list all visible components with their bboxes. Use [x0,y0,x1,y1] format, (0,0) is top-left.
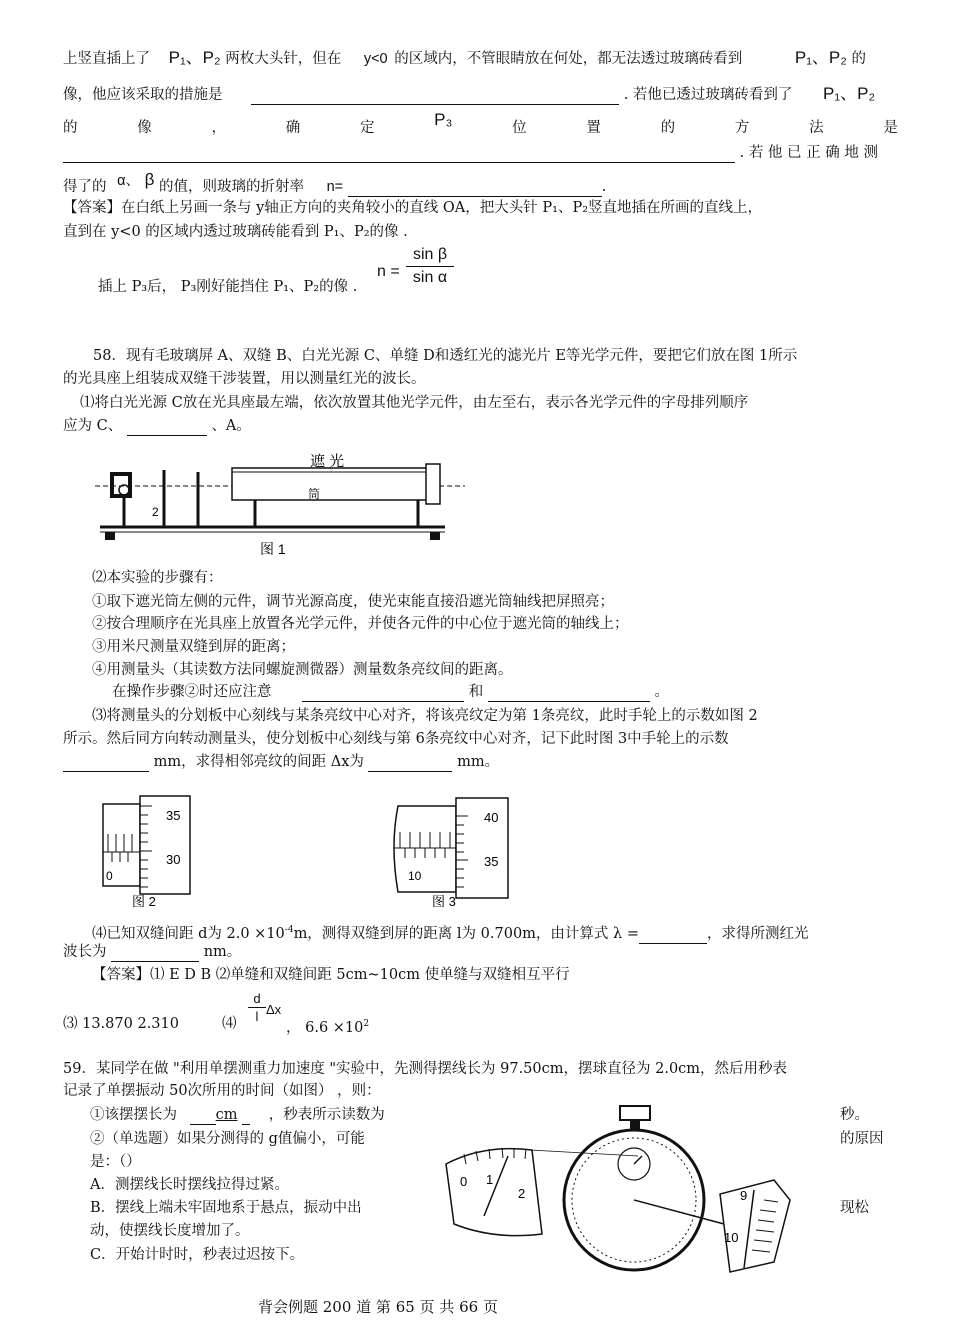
answer-fraction [248,990,266,1025]
text: 像 [137,120,152,136]
underline-tail [242,1108,250,1125]
text: ， 6.6 ×10 [286,1019,364,1036]
answer-blank-note-1[interactable] [302,685,464,702]
answer-blank-measure[interactable] [251,88,619,105]
text: 的 [660,120,676,136]
q57-line-5: 得了的 α、 β 的值，则玻璃的折射率 n= . [63,170,607,195]
text: . 若他已透过玻璃砖看到了 [623,87,793,103]
q58-part3-line-1: ⑶将测量头的分划板中心刻线与某条亮纹中心对齐，将该亮纹定为第 1条亮纹，此时手轮上的示数如图 2 [92,708,758,724]
option-a: A．测摆线长时摆线拉得过紧。 [90,1177,289,1193]
fig3-caption: 图 3 [432,894,456,909]
page-footer: 背会例题 200 道 第 65 页 共 66 页 [258,1298,498,1316]
text: 的区域内，不管眼睛放在何处，都无法透过玻璃砖看到 [394,51,743,67]
text: ， [211,120,226,136]
answer-blank-order[interactable] [127,419,207,436]
q59-q2-end: 的原因 [840,1131,884,1147]
fig3-tick-40: 40 [484,810,499,825]
fig2-tick-30: 30 [166,852,181,867]
option-b-end: 现松 [840,1200,869,1216]
q57-line-1 [63,48,866,69]
p1-p2-label: P₁、P₂ [168,48,221,67]
q59-line-2: 记录了单摆振动 50次所用的时间（如图） ，则： [63,1083,381,1099]
q59-q1-end: 秒。 [840,1107,869,1123]
figure-2-micrometer [100,792,210,910]
exponent: -4 [284,925,294,935]
text: m，测得双缝到屏的距离 l为 0.700m，由计算式 λ = [293,925,639,942]
q58-part4-line-1 [92,920,808,944]
answer-blank-wavelength[interactable] [111,945,199,962]
text: 的 [851,51,866,67]
fig1-label: 遮 光 [310,453,345,470]
q58-step-4: ④用测量头（其读数方法同螺旋测微器）测量数条亮纹间的距离。 [92,662,513,678]
answer-blank-dx[interactable] [368,755,452,772]
p1-p2-label: P₁、P₂ [823,84,876,103]
fig2-caption: 图 2 [132,894,156,909]
q58-line-3: ⑴将白光光源 C放在光具座最左端，依次放置其他光学元件，由左至右，表示各光学元件的字母排列顺序 [80,395,749,411]
text: 位 [512,120,527,136]
q58-step-1: ①取下遮光筒左侧的元件，调节光源高度，使光束能直接沿遮光筒轴线把屏照亮； [92,594,614,610]
q57-answer-1: 【答案】在白纸上另画一条与 y轴正方向的夹角较小的直线 OA，把大头针 P₁、P₂竖直地插在所画的直线上， [63,200,763,216]
text: ①该摆摆长为 [90,1107,177,1123]
q58-answer-2: ⑶ 13.870 2.310 [63,1016,179,1032]
dial-1: 1 [486,1172,494,1187]
p1-p2-label: P₁、P₂ [794,48,847,67]
q59-q1 [90,1105,385,1125]
q59-q2: ②（单选题）如果分测得的 g值偏小，可能 [90,1131,365,1147]
q58-step-3: ③用米尺测量双缝到屏的距离； [92,639,295,655]
text: 像，他应该采取的措施是 [63,87,223,103]
text: ⑷已知双缝间距 d为 2.0 ×10 [92,925,285,942]
q58-step-5 [112,682,669,702]
y-neg: y<0 [363,51,388,67]
text: 在操作步骤②时还应注意 [112,684,272,700]
exponent: 2 [363,1019,370,1029]
alpha-symbol: α、 [117,173,140,189]
option-b: B．摆线上端未牢固地系于悬点，振动中出 [90,1200,362,1216]
option-c: C．开始计时时，秒表过迟按下。 [90,1247,305,1263]
n-eq: n= [326,179,344,195]
unit-cm: cm [215,1107,238,1123]
bench-foot [430,532,440,540]
fig1-caption: 图 1 [260,541,286,557]
option-b-cont: 动，使摆线长度增加了。 [90,1223,250,1239]
text: 置 [586,120,601,136]
q57-answer-3: 插上 P₃后， P₃刚好能挡住 P₁、P₂的像 . [98,279,358,295]
dial-10: 10 [724,1230,739,1245]
beta-symbol: β [144,170,155,189]
text: . 若 他 已 正 确 地 测 [739,145,878,161]
q57-line-3 [63,110,898,138]
bench-foot [105,532,115,540]
fig3-tick-10: 10 [408,869,422,883]
dial-0: 0 [460,1174,468,1189]
q57-line-4 [63,143,878,163]
fig3-tick-35: 35 [484,854,499,869]
answer-blank-length[interactable] [190,1108,216,1125]
delta-x: Δx [266,1002,282,1017]
q58-answer-3 [286,1014,369,1038]
q58-steps-title: ⑵本实验的步骤有： [92,570,223,586]
fraction-numerator: sin β [412,246,448,263]
text: 定 [359,120,375,136]
text: 。 [654,684,669,700]
q58-part4-line-2 [63,942,241,962]
text: 得了的 [63,179,107,195]
stopwatch-figure [444,1104,814,1284]
text: 方 [734,120,750,136]
q57-line-2 [63,84,875,105]
fraction-numerator: d [253,991,261,1006]
q58-answer-label-4: ⑷ [222,1016,237,1032]
fig1-inner-label: 筒 [308,487,321,501]
answer-blank-n[interactable] [348,180,602,197]
holder-label: 2 [152,505,159,519]
q58-part3-line-3 [63,752,499,772]
answer-blank-formula[interactable] [639,927,707,944]
light-shield-tube [232,468,432,500]
fig2-tick-35: 35 [166,808,181,823]
text: 确 [285,120,301,136]
formula-fraction [406,244,454,289]
text: nm。 [203,944,242,960]
text: 、A。 [211,418,251,434]
q58-answer-1: 【答案】⑴ E D B ⑵单缝和双缝间距 5cm~10cm 使单缝与双缝相互平行 [92,967,570,983]
q58-part3-line-2: 所示。然后同方向转动测量头，使分划板中心刻线与第 6条亮纹中心对齐，记下此时图 3中手轮上的示数 [63,731,729,747]
text: ，求得所测红光 [706,925,809,942]
q57-answer-2: 直到在 y<0 的区域内透过玻璃砖能看到 P₁、P₂的像 . [63,224,408,240]
text: mm。 [457,754,500,770]
answer-blank-note-2[interactable] [488,685,650,702]
q58-line-4 [63,416,251,436]
text: 的值，则玻璃的折射率 [159,179,304,195]
q58-step-2: ②按合理顺序在光具座上放置各光学元件，并使各元件的中心位于遮光筒的轴线上； [92,616,629,632]
text: 是 [883,120,898,136]
answer-blank-reading[interactable] [63,755,149,772]
fig2-tick-0: 0 [106,869,113,883]
q58-line-2: 的光具座上组装成双缝干涉装置，用以测量红光的波长。 [63,371,426,387]
dial-2: 2 [518,1186,526,1201]
text: 的 [63,120,78,136]
text: 两枚大头针，但在 [225,51,342,67]
text: 法 [809,120,824,136]
figure-3-micrometer [388,796,518,914]
text: 波长为 [63,944,107,960]
q59-line-1: 59．某同学在做 "利用单摆测重力加速度 "实验中，先测得摆线长为 97.50cm，摆球直径为 2.0cm，然后用秒表 [63,1061,788,1077]
crown-icon [620,1106,650,1120]
q59-q2-cont: 是：（） [90,1154,141,1170]
text: 和 [468,684,484,700]
q58-line-1: 58．现有毛玻璃屏 A、双缝 B、白光光源 C、单缝 D和透红光的滤光片 E等光学元件，要把它们放在图 1所示 [93,348,798,364]
p3-label: P₃ [434,110,453,129]
text: ，秒表所示读数为 [268,1107,385,1123]
figure-1-optical-bench [100,448,480,558]
zoom-second [720,1180,790,1272]
dial-9: 9 [740,1188,748,1203]
text: 应为 C、 [63,418,123,434]
formula-n: n = [377,263,400,280]
text: mm，求得相邻亮纹的间距 Δx为 [153,754,364,770]
fraction-denominator: sin α [406,266,454,289]
answer-blank-method[interactable] [63,146,735,163]
text: 上竖直插上了 [63,51,150,67]
fraction-denominator: l [248,1007,266,1025]
